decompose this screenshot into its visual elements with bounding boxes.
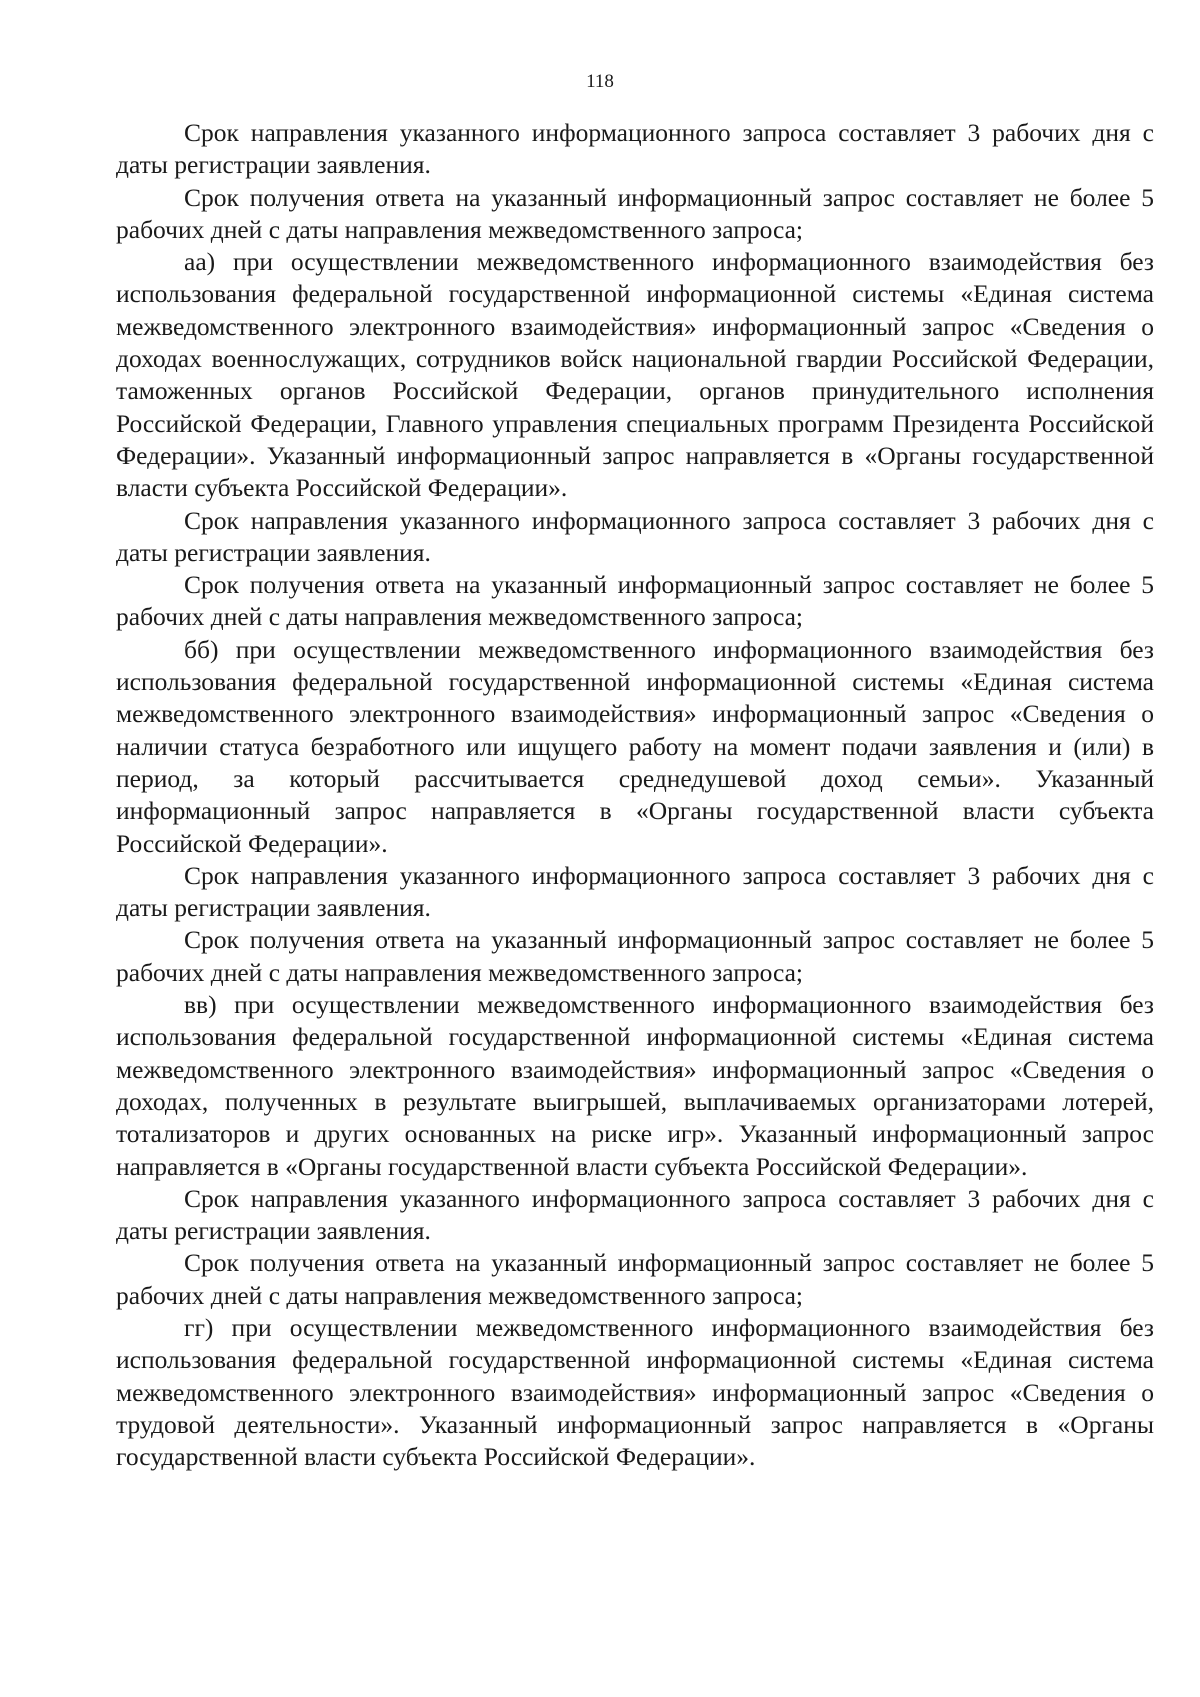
page-number: 118 <box>586 71 614 92</box>
document-body <box>116 117 1154 1473</box>
paragraph-response-deadline: Срок получения ответа на указанный информационный запрос составляет не более 5 рабочих дней с даты направления межведомственного запроса; <box>116 570 1154 632</box>
paragraph-request-deadline: Срок направления указанного информационного запроса составляет 3 рабочих дня с даты регистрации заявления. <box>116 505 1154 567</box>
paragraph-request-deadline: Срок направления указанного информационного запроса составляет 3 рабочих дня с даты регистрации заявления. <box>116 118 1154 180</box>
paragraph-response-deadline: Срок получения ответа на указанный информационный запрос составляет не более 5 рабочих дней с даты направления межведомственного запроса; <box>116 182 1154 244</box>
paragraph-item-gg: гг) при осуществлении межведомственного информационного взаимодействия без использования федеральной государственной информационной системы «Единая система межведомственного электронного взаимодействия» информационный запрос «Сведения о трудовой деятельности». Указанный информационный запрос направляется в «Органы государственной власти субъекта Российской Федерации». <box>116 1312 1154 1472</box>
paragraph-item-aa: аа) при осуществлении межведомственного информационного взаимодействия без использования федеральной государственной информационной системы «Единая система межведомственного электронного взаимодействия» информационный запрос «Сведения о доходах военнослужащих, сотрудников войск национальной гвардии Российской Федерации, таможенных органов Российской Федерации, органов принудительного исполнения Российской Федерации, Главного управления специальных программ Президента Российской Федерации». Указанный информационный запрос направляется в «Органы государственной власти субъекта Российской Федерации». <box>116 247 1154 503</box>
paragraph-response-deadline: Срок получения ответа на указанный информационный запрос составляет не более 5 рабочих дней с даты направления межведомственного запроса; <box>116 1248 1154 1310</box>
paragraph-item-bb: бб) при осуществлении межведомственного информационного взаимодействия без использования федеральной государственной информационной системы «Единая система межведомственного электронного взаимодействия» информационный запрос «Сведения о наличии статуса безработного или ищущего работу на момент подачи заявления и (или) в период, за который рассчитывается среднедушевой доход семьи». Указанный информационный запрос направляется в «Органы государственной власти субъекта Российской Федерации». <box>116 634 1154 858</box>
paragraph-item-vv: вв) при осуществлении межведомственного информационного взаимодействия без использования федеральной государственной информационной системы «Единая система межведомственного электронного взаимодействия» информационный запрос «Сведения о доходах, полученных в результате выигрышей, выплачиваемых организаторами лотерей, тотализаторов и других основанных на риске игр». Указанный информационный запрос направляется в «Органы государственной власти субъекта Российской Федерации». <box>116 990 1154 1181</box>
paragraph-request-deadline: Срок направления указанного информационного запроса составляет 3 рабочих дня с даты регистрации заявления. <box>116 1183 1154 1246</box>
paragraph-request-deadline: Срок направления указанного информационного запроса составляет 3 рабочих дня с даты регистрации заявления. <box>116 860 1154 923</box>
paragraph-response-deadline: Срок получения ответа на указанный информационный запрос составляет не более 5 рабочих дней с даты направления межведомственного запроса; <box>116 925 1154 987</box>
